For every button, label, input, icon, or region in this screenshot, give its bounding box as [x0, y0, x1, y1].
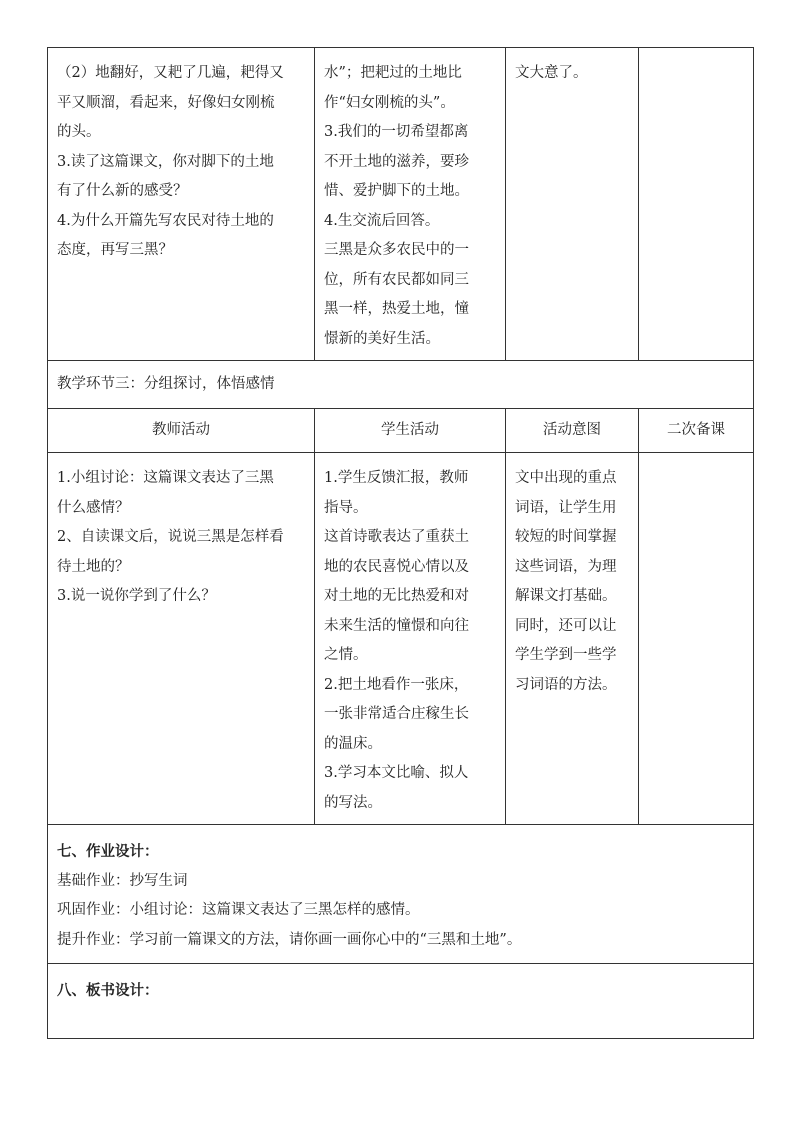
text-line: 词语，让学生用: [515, 499, 617, 516]
text-line: 基础作业：抄写生词: [57, 872, 188, 889]
text-line: 指导。: [324, 499, 368, 516]
student-activity-text: [315, 48, 505, 360]
second-prep-cell: [639, 453, 754, 825]
homework-lines: [57, 867, 745, 956]
activity-intent-text: [506, 48, 638, 95]
text-line: 学生学到一些学: [515, 647, 617, 663]
text-line: 憬新的美好生活。: [324, 330, 440, 347]
table-row-section3: [48, 453, 754, 825]
board-design-row: [48, 964, 754, 1039]
homework-row: [48, 825, 754, 964]
header-student-activity: 学生活动: [315, 409, 506, 453]
text-line: 不开土地的滋养，要珍: [324, 153, 469, 170]
text-line: 2、自读课文后，说说三黑是怎样看: [57, 529, 284, 545]
text-line: 3.读了这篇课文，你对脚下的土地: [57, 153, 274, 170]
student-activity-cell: [315, 48, 506, 361]
text-line: 什么感情？: [57, 499, 130, 516]
text-line: 3.说一说你学到了什么？: [57, 588, 216, 604]
second-prep-cell: [639, 48, 754, 361]
text-line: 解课文打基础。: [515, 588, 617, 604]
text-line: 提升作业：学习前一篇课文的方法，请你画一画你心中的“三黑和土地”。: [57, 931, 522, 948]
text-line: 1.学生反馈汇报，教师: [324, 470, 469, 486]
homework-title: 七、作业设计：: [57, 843, 159, 860]
text-line: 作“妇女刚梳的头”。: [324, 94, 455, 111]
text-line: 同时，还可以让: [515, 617, 617, 634]
table-header-row: [48, 409, 754, 453]
text-line: 2.把土地看作一张床，: [324, 676, 469, 693]
text-line: 3.学习本文比喻、拟人: [324, 765, 469, 781]
text-line: 黑一样，热爱土地，憧: [324, 301, 469, 317]
text-line: 地的农民喜悦心情以及: [324, 558, 469, 575]
header-second-prep: 二次备课: [639, 409, 754, 453]
text-line: 水”；把耙过的土地比: [324, 65, 462, 81]
board-design-title: 八、板书设计：: [57, 982, 159, 999]
text-line: 位，所有农民都如同三: [324, 271, 469, 288]
text-line: 的写法。: [324, 794, 382, 811]
section3-title-cell: [48, 361, 754, 409]
text-line: 一张非常适合庄稼生长: [324, 706, 469, 722]
text-line: 4.为什么开篇先写农民对待土地的: [57, 212, 274, 229]
text-line: 有了什么新的感受？: [57, 183, 188, 199]
text-line: 较短的时间掌握: [515, 529, 617, 545]
text-line: 未来生活的憧憬和向往: [324, 617, 469, 634]
text-line: 文大意了。: [515, 65, 588, 81]
text-line: 3.我们的一切希望都离: [324, 124, 469, 140]
homework-cell: [48, 825, 754, 964]
teacher-activity-cell: [48, 48, 315, 361]
text-line: 之情。: [324, 647, 368, 663]
text-line: 巩固作业：小组讨论：这篇课文表达了三黑怎样的感情。: [57, 902, 420, 918]
text-line: 的温床。: [324, 735, 382, 752]
student-activity-cell: [315, 453, 506, 825]
activity-intent-text: [506, 453, 638, 706]
text-line: 待土地的？: [57, 558, 130, 575]
text-line: 这些词语，为理: [515, 558, 617, 575]
activity-intent-cell: [506, 48, 639, 361]
text-line: 习词语的方法。: [515, 676, 617, 693]
student-activity-text: [315, 453, 505, 824]
text-line: 文中出现的重点: [515, 470, 617, 486]
table-row-continued-activities: [48, 48, 754, 361]
text-line: 三黑是众多农民中的一: [324, 242, 469, 258]
section-row: [48, 361, 754, 409]
text-line: 的头。: [57, 124, 101, 140]
header-teacher-activity: 教师活动: [48, 409, 315, 453]
text-line: 对土地的无比热爱和对: [324, 588, 469, 604]
teacher-activity-cell: [48, 453, 315, 825]
text-line: （2）地翻好，又耙了几遍，耙得又: [57, 65, 284, 81]
teacher-activity-text: [48, 453, 314, 618]
header-activity-intent: 活动意图: [506, 409, 639, 453]
text-line: 1.小组讨论：这篇课文表达了三黑: [57, 470, 274, 486]
text-line: 态度，再写三黑？: [57, 242, 173, 258]
text-line: 4.生交流后回答。: [324, 212, 440, 229]
board-design-cell: [48, 964, 754, 1039]
text-line: 平又顺溜，看起来，好像妇女刚梳: [57, 94, 275, 111]
text-line: 这首诗歌表达了重获土: [324, 529, 469, 545]
lesson-plan-table: [47, 47, 754, 1039]
teacher-activity-text: [48, 48, 314, 272]
activity-intent-cell: [506, 453, 639, 825]
text-line: 惜、爱护脚下的土地。: [324, 183, 469, 199]
section3-title: 教学环节三：分组探讨，体悟感情: [57, 375, 275, 392]
